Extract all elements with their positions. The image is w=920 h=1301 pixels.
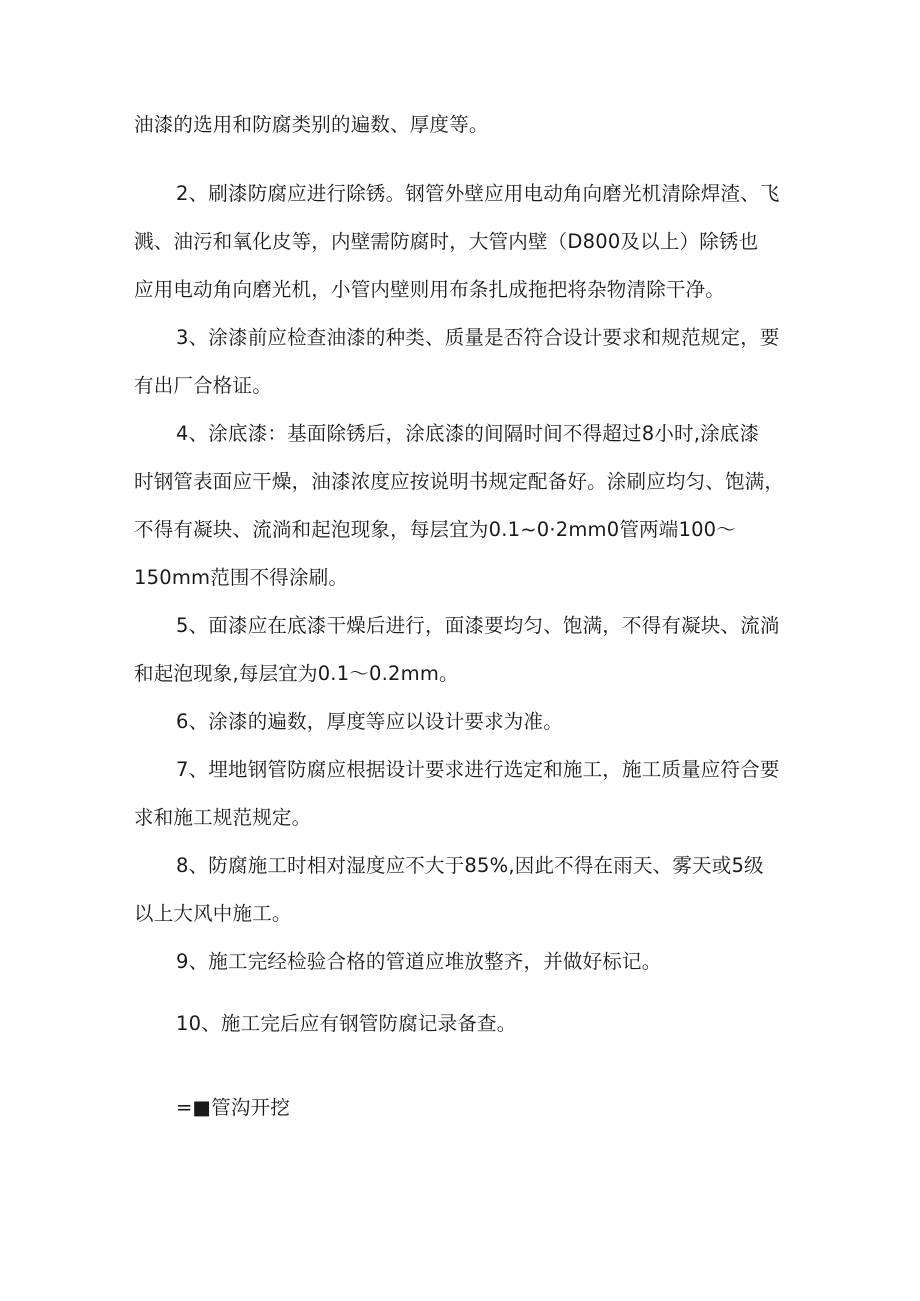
paragraph-9-line-1: 9、施工完经检验合格的管道应堆放整齐，并做好标记。 <box>176 950 662 973</box>
paragraph-10-line-1: 10、施工完后应有钢管防腐记录备查。 <box>176 1012 517 1035</box>
paragraph-5-line-1: 5、面漆应在底漆干燥后进行，面漆要均匀、饱满，不得有凝块、流淌 <box>176 614 780 637</box>
paragraph-7-line-2: 求和施工规范规定。 <box>134 806 312 829</box>
paragraph-2-line-1: 2、刷漆防腐应进行除锈。钢管外壁应用电动角向磨光机清除焊渣、飞 <box>176 182 780 205</box>
paragraph-4-line-4: 150mm范围不得涂刷。 <box>134 566 349 589</box>
paragraph-2-line-3: 应用电动角向磨光机，小管内壁则用布条扎成拖把将杂物清除干净。 <box>134 278 726 301</box>
text-line-continuation: 油漆的选用和防腐类别的遍数、厚度等。 <box>134 113 489 136</box>
paragraph-4-line-1: 4、涂底漆：基面除锈后，涂底漆的间隔时间不得超过8小时,涂底漆 <box>176 422 760 445</box>
paragraph-8-line-2: 以上大风中施工。 <box>134 902 292 925</box>
paragraph-4-line-3: 不得有凝块、流淌和起泡现象，每层宜为0.1~0·2mm0管两端100～ <box>134 518 736 541</box>
paragraph-3-line-2: 有出厂合格证。 <box>134 374 272 397</box>
paragraph-6-line-1: 6、涂漆的遍数，厚度等应以设计要求为准。 <box>176 710 563 733</box>
paragraph-2-line-2: 溅、油污和氧化皮等，内壁需防腐时，大管内壁（D800及以上）除锈也 <box>134 230 759 253</box>
paragraph-3-line-1: 3、涂漆前应检查油漆的种类、质量是否符合设计要求和规范规定，要 <box>176 326 780 349</box>
paragraph-4-line-2: 时钢管表面应干燥，油漆浓度应按说明书规定配备好。涂刷应均匀、饱满， <box>134 470 785 493</box>
paragraph-7-line-1: 7、埋地钢管防腐应根据设计要求进行选定和施工，施工质量应符合要 <box>176 758 780 781</box>
paragraph-5-line-2: 和起泡现象,每层宜为0.1～0.2mm。 <box>134 662 459 685</box>
section-heading: =■管沟开挖 <box>176 1096 290 1119</box>
paragraph-8-line-1: 8、防腐施工时相对湿度应不大于85%,因此不得在雨天、雾天或5级 <box>176 854 764 877</box>
